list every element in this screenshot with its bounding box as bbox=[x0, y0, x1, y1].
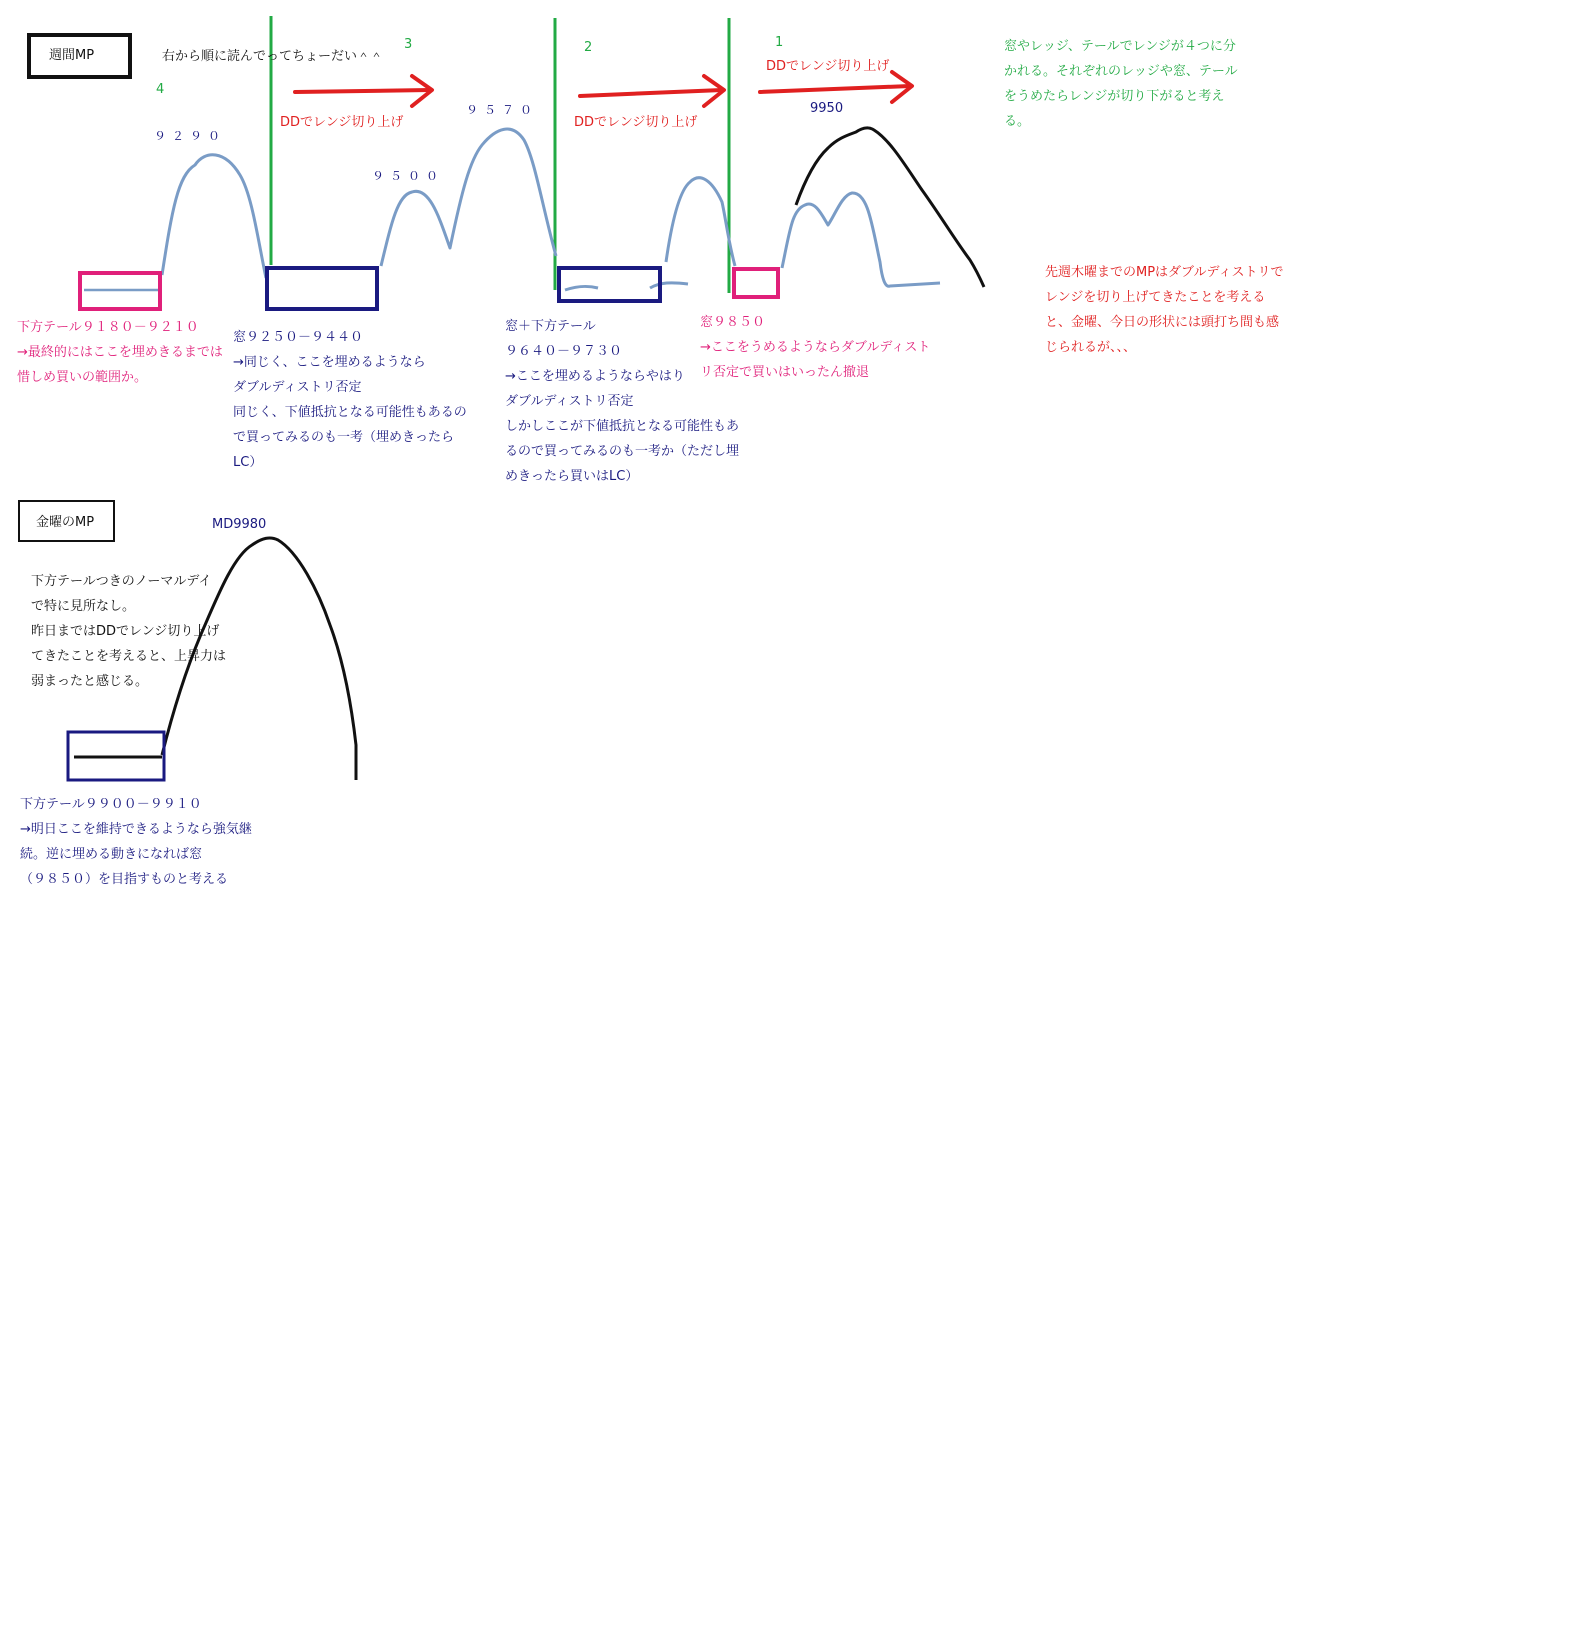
friday-desc-line-4: てきたことを考えると、上昇力は bbox=[31, 649, 227, 664]
side-green-line-2: かれる。それぞれのレッジや窓、テール bbox=[1004, 64, 1238, 79]
peak-label-9290: ９２９０ bbox=[154, 129, 227, 143]
side-note-green bbox=[1004, 34, 1238, 134]
note-section-4 bbox=[17, 315, 223, 390]
note-2-line-6: るので買ってみるのも一考か（ただし埋 bbox=[505, 444, 740, 459]
friday-description bbox=[31, 569, 226, 694]
dd-arrow-2 bbox=[580, 76, 724, 106]
friday-tail-note bbox=[20, 792, 252, 892]
note-4-line-1: 下方テール９１８０－９２１０ bbox=[17, 320, 199, 335]
weekly-title-box bbox=[27, 33, 132, 79]
dd-label-2: DDでレンジ切り上げ bbox=[574, 115, 698, 130]
instruction-text: 右から順に読んでってちょーだい＾＾ bbox=[162, 49, 384, 64]
note-2-line-4: ダブルディストリ否定 bbox=[505, 394, 634, 409]
note-3-line-5: で買ってみるのも一考（埋めきったら bbox=[233, 430, 455, 445]
note-1-line-3: リ否定で買いはいったん撤退 bbox=[700, 365, 870, 380]
friday-tail-line-1: 下方テール９９００－９９１０ bbox=[20, 797, 202, 812]
friday-desc-line-5: 弱まったと感じる。 bbox=[31, 674, 149, 689]
side-red-line-3: と、金曜、今日の形状には頭打ち間も感 bbox=[1045, 315, 1280, 330]
friday-md-label: MD9980 bbox=[212, 517, 267, 532]
note-2-line-7: めきったら買いはLC） bbox=[505, 469, 639, 484]
friday-desc-line-2: で特に見所なし。 bbox=[31, 599, 136, 614]
side-red-line-1: 先週木曜までのMPはダブルディストリで bbox=[1045, 265, 1284, 280]
note-section-3 bbox=[233, 325, 467, 475]
side-green-line-1: 窓やレッジ、テールでレンジが４つに分 bbox=[1004, 39, 1236, 54]
friday-desc-line-3: 昨日まではDDでレンジ切り上げ bbox=[31, 624, 220, 639]
section-number-2: 2 bbox=[584, 40, 593, 55]
note-3-line-1: 窓９２５０－９４４０ bbox=[233, 330, 364, 345]
note-2-line-5: しかしここが下値抵抗となる可能性もあ bbox=[505, 419, 740, 434]
note-3-line-4: 同じく、下値抵抗となる可能性もあるの bbox=[233, 405, 467, 420]
gap-box-9250-9440 bbox=[267, 268, 377, 309]
note-3-line-2: →同じく、ここを埋めるようなら bbox=[233, 355, 426, 370]
note-4-line-3: 惜しめ買いの範囲か。 bbox=[17, 370, 148, 385]
note-2-line-2: ９６４０－９７３０ bbox=[505, 344, 623, 359]
dd-label-1: DDでレンジ切り上げ bbox=[766, 59, 890, 74]
peak-label-9500: ９５００ bbox=[372, 169, 445, 183]
latest-profile-line bbox=[796, 128, 984, 287]
friday-tail-line-4: （９８５０）を目指すものと考える bbox=[20, 872, 229, 887]
note-4-line-2: →最終的にはここを埋めきるまでは bbox=[17, 345, 223, 360]
section-number-3: 3 bbox=[404, 37, 413, 52]
friday-tail-line-2: →明日ここを維持できるようなら強気継 bbox=[20, 822, 252, 837]
side-note-red bbox=[1045, 260, 1284, 360]
note-2-line-1: 窓＋下方テール bbox=[505, 319, 596, 334]
friday-title: 金曜のMP bbox=[36, 515, 95, 530]
friday-tail-line-3: 続。逆に埋める動きになれば窓 bbox=[20, 847, 203, 862]
note-section-1 bbox=[700, 310, 930, 385]
note-1-line-2: →ここをうめるようならダブルディスト bbox=[700, 340, 931, 355]
dd-label-3: DDでレンジ切り上げ bbox=[280, 115, 404, 130]
dd-arrow-3 bbox=[295, 76, 432, 106]
section-number-1: 1 bbox=[775, 35, 784, 50]
friday-title-box bbox=[18, 500, 115, 542]
note-1-line-1: 窓９８５０ bbox=[700, 315, 766, 330]
gap-box-9850 bbox=[734, 269, 778, 297]
side-red-line-4: じられるが、、、 bbox=[1045, 340, 1137, 355]
peak-label-9570: ９５７０ bbox=[466, 103, 539, 117]
side-green-line-3: をうめたらレンジが切り下がると考え bbox=[1004, 89, 1225, 104]
peak-label-9950: 9950 bbox=[810, 101, 844, 116]
note-3-line-6: LC） bbox=[233, 455, 263, 470]
side-green-line-4: る。 bbox=[1004, 114, 1031, 129]
weekly-title: 週間MP bbox=[49, 48, 95, 63]
section-number-4: 4 bbox=[156, 82, 165, 97]
note-3-line-3: ダブルディストリ否定 bbox=[233, 380, 362, 395]
side-red-line-2: レンジを切り上げてきたことを考える bbox=[1045, 290, 1266, 305]
gap-box-9640-9730 bbox=[559, 268, 660, 301]
note-2-line-3: →ここを埋めるようならやはり bbox=[505, 369, 685, 384]
friday-desc-line-1: 下方テールつきのノーマルデイ bbox=[31, 574, 212, 589]
